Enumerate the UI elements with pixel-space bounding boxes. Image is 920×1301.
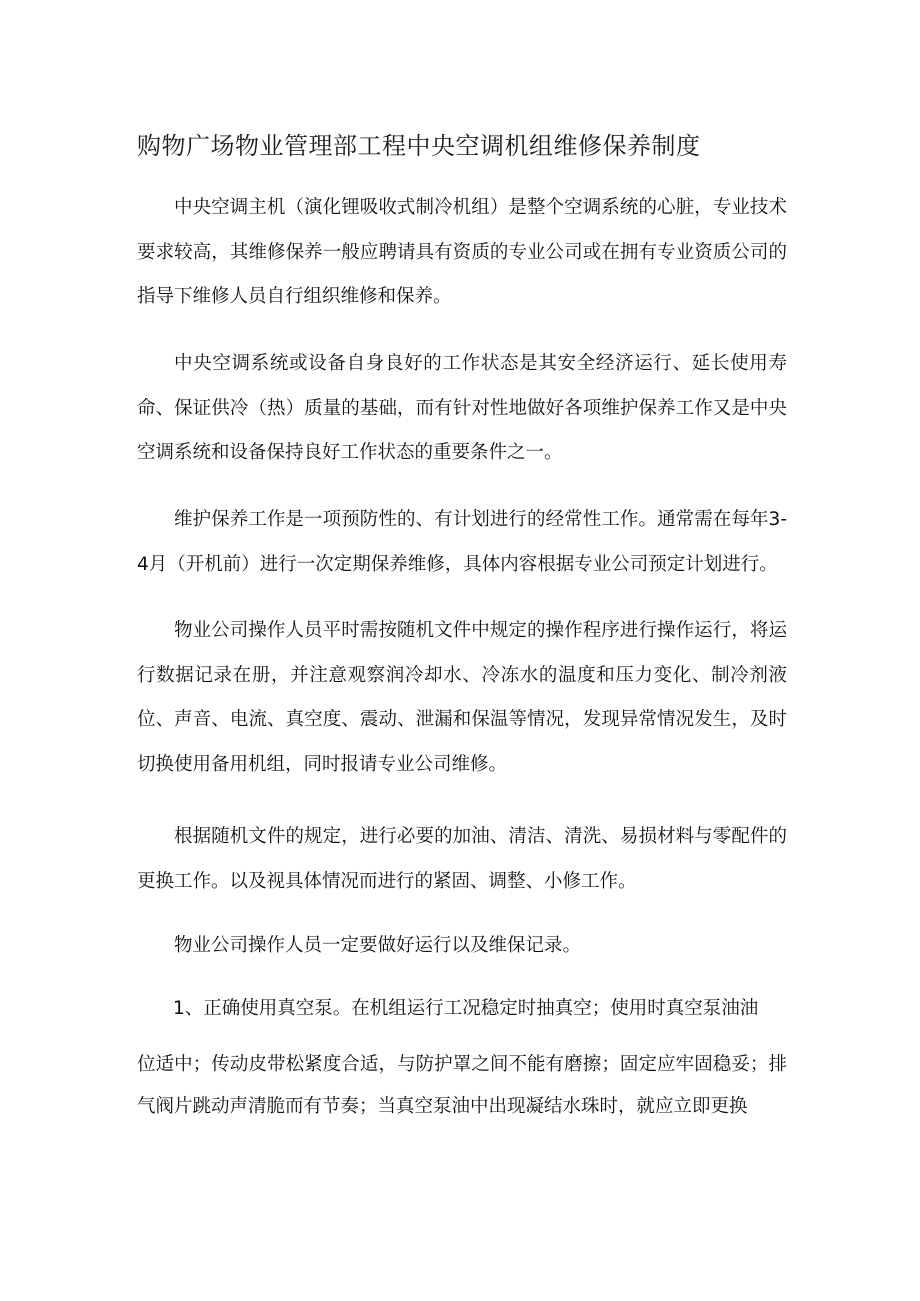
paragraph-preventive-maintenance: 维护保养工作是一项预防性的、有计划进行的经常性工作。通常需在每年3-4月（开机前）进行一次定期保养维修，具体内容根据专业公司预定计划进行。	[137, 509, 787, 575]
paragraph-vacuum-pump-item-1: 1、正确使用真空泵。在机组运行工况稳定时抽真空；使用时真空泵油油	[173, 998, 759, 1019]
paragraph-vacuum-pump-continued: 位适中；传动皮带松紧度合适，与防护罩之间不能有磨擦；固定应牢固稳妥；排气阀片跳动声清脆而有节奏；当真空泵油中出现凝结水珠时，就应立即更换	[137, 1054, 787, 1117]
paragraph-servicing-work: 根据随机文件的规定，进行必要的加油、清洁、清洗、易损材料与零配件的更换工作。以及视具体情况而进行的紧固、调整、小修工作。	[137, 826, 787, 892]
paragraph-working-state: 中央空调系统或设备自身良好的工作状态是其安全经济运行、延长使用寿命、保证供冷（热）质量的基础，而有针对性地做好各项维护保养工作又是中央空调系统和设备保持良好工作状态的重要条件之一。	[137, 353, 787, 463]
document-title: 购物广场物业管理部工程中央空调机组维修保养制度	[137, 132, 701, 160]
paragraph-chiller-overview: 中央空调主机（演化锂吸收式制冷机组）是整个空调系统的心脏，专业技术要求较高，其维修保养一般应聘请具有资质的专业公司或在拥有专业资质公司的指导下维修人员自行组织维修和保养。	[137, 197, 787, 307]
paragraph-operator-duties: 物业公司操作人员平时需按随机文件中规定的操作程序进行操作运行，将运行数据记录在册，并注意观察润冷却水、冷冻水的温度和压力变化、制冷剂液位、声音、电流、真空度、震动、泄漏和保温等情况，发现异常情况发生，及时切换使用备用机组，同时报请专业公司维修。	[137, 620, 787, 775]
paragraph-records: 物业公司操作人员一定要做好运行以及维保记录。	[174, 935, 582, 956]
